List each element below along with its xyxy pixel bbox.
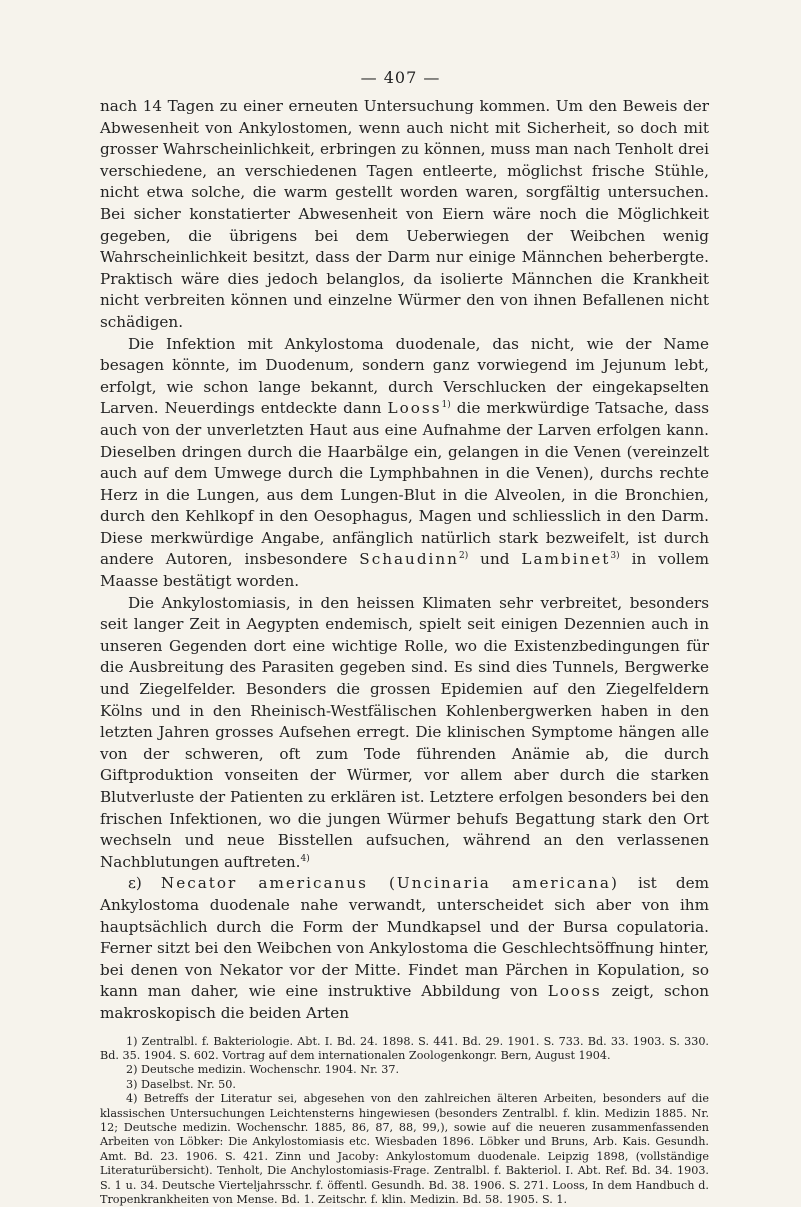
author-looss: Looss — [387, 399, 442, 418]
paragraph-3-text: Die Ankylostomiasis, in den heissen Klimaten sehr verbreitet, besonders seit langer Zeit in Aegypten endemisch, spielt seit einigen Dezennien auch in unseren Gegenden dort eine wichtige Rolle, wo die Existenzbedingungen für die Ausbreitung des Parasiten gegeben sind. Es sind dies Tunnels, Bergwerke und Ziegelfelder. Besonders die grossen Epidemien auf den Ziegelfeldern Kölns und in den Rheinisch-Westfälischen Kohlenbergwerken haben in den letzten Jahren grosses Aufsehen erregt. Die klinischen Symptome hängen alle von der schweren, oft zum Tode führenden Anämie ab, die durch Giftproduktion vonseiten der Würmer, vor allem aber durch die starken Blutverluste der Patienten zu erklären ist. Letztere erfolgen besonders bei den frischen Infektionen, wo die jungen Würmer behufs Begattung stark den Ort wechseln und neue Bisstellen aufsuchen, während an den verlassenen Nachblutungen auftreten. — [100, 593, 709, 871]
footnote-1: 1) Zentralbl. f. Bakteriologie. Abt. I. Bd. 24. 1898. S. 441. Bd. 29. 1901. S. 733. Bd. 33. 1903. S. 330. Bd. 35. 1904. S. 602. Vortrag auf dem internationalen Zoologenkongr. Bern, August 1904. — [100, 1034, 709, 1062]
paragraph-2-part-c: und — [468, 550, 522, 569]
footnote-4: 4) Betreffs der Literatur sei, abgesehen von den zahlreichen älteren Arbeiten, besonders auf die klassischen Untersuchungen Leichtensterns hingewiesen (besonders Zentralbl. f. klin. Medizin 1885. Nr. 12; Deutsche medizin. Wochenschr. 1885, 86, 87, 88, 99,), sowie auf die neueren zusammenfassenden Arbeiten von Löbker: Die Ankylostomiasis etc. Wiesbaden 1896. Löbker und Bruns, Arb. Kais. Gesundh. Amt. Bd. 23. 1906. S. 421. Zinn und Jacoby: Ankylostomum duodenale. Leipzig 1898, (vollständige Literaturübersicht). Tenholt, Die Anchylostomiasis-Frage. Zentralbl. f. Bakteriol. I. Abt. Ref. Bd. 34. 1903. S. 1 u. 34. Deutsche Vierteljahrsschr. f. öffentl. Gesundh. Bd. 38. 1906. S. 271. Looss, In dem Handbuch d. Tropenkrankheiten von Mense. Bd. 1. Zeitschr. f. klin. Medizin. Bd. 58. 1905. S. 1. — [100, 1092, 709, 1206]
footnote-2: 2) Deutsche medizin. Wochenschr. 1904. Nr. 37. — [126, 1063, 400, 1077]
paragraph-4 — [100, 873, 709, 1024]
footnote-3: 3) Daselbst. Nr. 50. — [126, 1077, 236, 1091]
paragraph-1: nach 14 Tagen zu einer erneuten Untersuchung kommen. Um den Beweis der Abwesenheit von Ankylostomen, wenn auch nicht mit Sicherheit, so doch mit grosser Wahrscheinlichkeit, erbringen zu können, muss man nach Tenholt drei verschiedene, an verschiedenen Tagen entleerte, möglichst frische Stühle, nicht etwa solche, die warm gestellt worden waren, sorgfältig untersuchen. Bei sicher konstatierter Abwesenheit von Eiern wäre noch die Möglichkeit gegeben, die übrigens bei dem Ueberwiegen der Weibchen wenig Wahrscheinlichkeit besitzt, dass der Darm nur einige Männchen beherbergte. Praktisch wäre dies jedoch belanglos, da isolierte Männchen die Krankheit nicht verbreiten können und einzelne Würmer den von ihnen Befallenen nicht schädigen. — [100, 97, 709, 331]
paragraph-2-part-b: die merkwürdige Tatsache, dass auch von der unverletzten Haut aus eine Aufnahme der Larven erfolgen kann. Dieselben dringen durch die Haarbälge ein, gelangen in die Venen (vereinzelt auch auf dem Umwege durch die Lymphbahnen in die Venen), durchs rechte Herz in die Lungen, aus dem Lungen-Blut in die Alveolen, in die Bronchien, durch den Kehlkopf in den Oesophagus, Magen und schliesslich in den Darm. Diese merkwürdige Angabe, anfänglich natürlich stark bezweifelt, ist durch andere Autoren, insbesondere — [100, 399, 709, 569]
species-necator-americanus: Necator americanus (Uncinaria americana) — [160, 874, 619, 893]
paragraph-2-part-a: Die Infektion mit Ankylostoma duodenale, das nicht, wie der Name besagen könnte, im Duodenum, sondern ganz vorwiegend im Jejunum lebt, erfolgt, wie schon lange bekannt, durch Verschlucken der eingekapselten Larven. Neuerdings entdeckte dann — [100, 334, 709, 418]
footnote-ref-1: 1) — [441, 400, 451, 411]
footnotes — [100, 1035, 709, 1207]
body-text — [100, 96, 709, 1025]
page-number: — 407 — — [360, 68, 441, 87]
author-lambinet: Lambinet — [521, 550, 611, 569]
paragraph-4-part-a: ε) — [128, 874, 161, 893]
paragraph-4-part-b: ist dem Ankylostoma duodenale nahe verwandt, unterscheidet sich aber von ihm hauptsächlich durch die Form der Mundkapsel und der Bursa copulatoria. Ferner sitzt bei den Weibchen von Ankylostoma die Geschlechtsöffnung hinter, bei denen von Nekator vor der Mitte. Findet man Pärchen in Kopulation, so kann man daher, wie eine instruktive Abbildung von — [100, 874, 709, 1001]
author-schaudinn: Schaudinn — [359, 550, 459, 569]
paragraph-4-part-c: zeigt, schon makroskopisch die beiden Arten — [100, 982, 709, 1022]
paragraph-3 — [100, 593, 709, 874]
paragraph-2-part-d: in vollem Maasse bestätigt worden. — [100, 550, 709, 591]
footnote-ref-2: 2) — [458, 551, 469, 562]
footnote-ref-3: 3) — [610, 551, 620, 562]
paragraph-2 — [100, 334, 709, 593]
author-looss-2: Looss — [547, 982, 602, 1001]
footnote-ref-4: 4) — [300, 853, 310, 864]
